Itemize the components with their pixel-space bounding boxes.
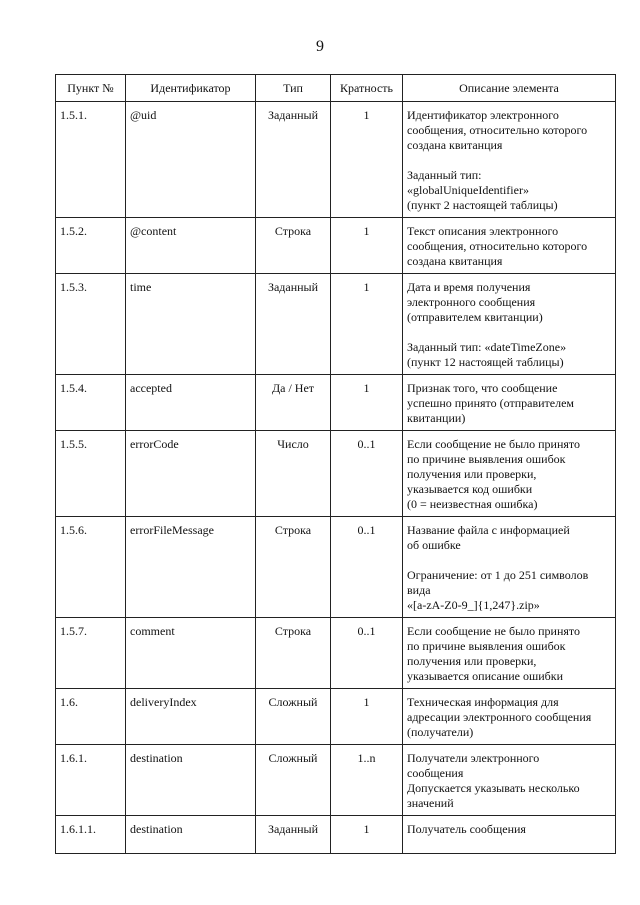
- cell-item-number: 1.6.1.: [56, 745, 126, 816]
- description-line: Дата и время получения: [407, 280, 531, 294]
- table-row: [56, 689, 616, 745]
- description-line: успешно принято (отправителем: [407, 396, 575, 410]
- description-line: (0 = неизвестная ошибка): [407, 497, 538, 511]
- header-type: Тип: [256, 75, 331, 102]
- cell-item-number: 1.5.5.: [56, 431, 126, 517]
- description-line: сообщения, относительно которого: [407, 123, 588, 137]
- page-number: 9: [316, 38, 324, 55]
- cell-type: Заданный: [256, 274, 331, 375]
- cell-type: Да / Нет: [256, 375, 331, 431]
- description-line: (пункт 2 настоящей таблицы): [407, 198, 558, 212]
- description-line: Признак того, что сообщение: [407, 381, 558, 395]
- cell-multiplicity: 1: [331, 816, 403, 854]
- cell-description: [403, 745, 616, 816]
- cell-multiplicity: 1: [331, 274, 403, 375]
- cell-item-number: 1.5.7.: [56, 618, 126, 689]
- description-line: указывается описание ошибки: [407, 669, 564, 683]
- cell-description: [403, 102, 616, 218]
- element-spec-table: [55, 74, 616, 854]
- cell-identifier: @uid: [126, 102, 256, 218]
- cell-identifier: @content: [126, 218, 256, 274]
- description-line: Если сообщение не было принято: [407, 624, 581, 638]
- description-line: создана квитанция: [407, 138, 503, 152]
- table-row: [56, 218, 616, 274]
- cell-description: [403, 431, 616, 517]
- cell-type: Заданный: [256, 816, 331, 854]
- table-header-row: [56, 75, 616, 102]
- cell-type: Строка: [256, 218, 331, 274]
- description-line: (пункт 12 настоящей таблицы): [407, 355, 564, 369]
- description-line: Заданный тип:: [407, 168, 482, 182]
- cell-identifier: accepted: [126, 375, 256, 431]
- cell-type: Строка: [256, 618, 331, 689]
- description-line: по причине выявления ошибок: [407, 452, 566, 466]
- description-line: Название файла с информацией: [407, 523, 570, 537]
- description-line: сообщения, относительно которого: [407, 239, 588, 253]
- description-line: получения или проверки,: [407, 654, 537, 668]
- table-row: [56, 618, 616, 689]
- description-line: Ограничение: от 1 до 251 символов: [407, 568, 589, 582]
- description-line: указывается код ошибки: [407, 482, 533, 496]
- cell-description: [403, 618, 616, 689]
- cell-description: [403, 274, 616, 375]
- cell-multiplicity: 1: [331, 218, 403, 274]
- table-row: [56, 431, 616, 517]
- table-row: [56, 274, 616, 375]
- description-line: получения или проверки,: [407, 467, 537, 481]
- table-row: [56, 745, 616, 816]
- description-line: квитанции): [407, 411, 466, 425]
- cell-item-number: 1.5.6.: [56, 517, 126, 618]
- description-line: значений: [407, 796, 454, 810]
- cell-identifier: time: [126, 274, 256, 375]
- paragraph-gap: [407, 325, 611, 340]
- cell-item-number: 1.5.1.: [56, 102, 126, 218]
- description-line: Заданный тип: «dateTimeZone»: [407, 340, 567, 354]
- cell-item-number: 1.5.2.: [56, 218, 126, 274]
- description-line: сообщения: [407, 766, 464, 780]
- cell-identifier: comment: [126, 618, 256, 689]
- cell-item-number: 1.5.3.: [56, 274, 126, 375]
- cell-type: Число: [256, 431, 331, 517]
- description-line: Идентификатор электронного: [407, 108, 559, 122]
- description-line: Получатель сообщения: [407, 822, 526, 836]
- description-line: Получатели электронного: [407, 751, 540, 765]
- header-item-number: Пункт №: [56, 75, 126, 102]
- paragraph-gap: [407, 153, 611, 168]
- cell-identifier: deliveryIndex: [126, 689, 256, 745]
- cell-description: [403, 375, 616, 431]
- cell-multiplicity: 0..1: [331, 618, 403, 689]
- cell-identifier: destination: [126, 816, 256, 854]
- cell-description: [403, 517, 616, 618]
- cell-description: [403, 218, 616, 274]
- cell-item-number: 1.5.4.: [56, 375, 126, 431]
- cell-type: Заданный: [256, 102, 331, 218]
- cell-identifier: destination: [126, 745, 256, 816]
- description-line: по причине выявления ошибок: [407, 639, 566, 653]
- table-row: [56, 102, 616, 218]
- description-line: Если сообщение не было принято: [407, 437, 581, 451]
- header-identifier: Идентификатор: [126, 75, 256, 102]
- description-line: об ошибке: [407, 538, 461, 552]
- cell-identifier: errorCode: [126, 431, 256, 517]
- paragraph-gap: [407, 553, 611, 568]
- table-row: [56, 375, 616, 431]
- cell-multiplicity: 1: [331, 375, 403, 431]
- description-line: (получатели): [407, 725, 474, 739]
- cell-identifier: errorFileMessage: [126, 517, 256, 618]
- cell-description: [403, 816, 616, 854]
- cell-type: Строка: [256, 517, 331, 618]
- description-line: (отправителем квитанции): [407, 310, 543, 324]
- description-line: Текст описания электронного: [407, 224, 559, 238]
- description-line: «[a-zA-Z0-9_]{1,247}.zip»: [407, 598, 540, 612]
- description-line: Техническая информация для: [407, 695, 559, 709]
- description-line: адресации электронного сообщения: [407, 710, 592, 724]
- cell-multiplicity: 1..n: [331, 745, 403, 816]
- cell-description: [403, 689, 616, 745]
- cell-type: Сложный: [256, 689, 331, 745]
- cell-type: Сложный: [256, 745, 331, 816]
- table-row: [56, 816, 616, 854]
- description-line: вида: [407, 583, 431, 597]
- header-description: Описание элемента: [403, 75, 616, 102]
- header-multiplicity: Кратность: [331, 75, 403, 102]
- cell-multiplicity: 0..1: [331, 517, 403, 618]
- description-line: Допускается указывать несколько: [407, 781, 580, 795]
- table-row: [56, 517, 616, 618]
- cell-multiplicity: 0..1: [331, 431, 403, 517]
- description-line: создана квитанция: [407, 254, 503, 268]
- description-line: «globalUniqueIdentifier»: [407, 183, 529, 197]
- cell-item-number: 1.6.: [56, 689, 126, 745]
- cell-item-number: 1.6.1.1.: [56, 816, 126, 854]
- cell-multiplicity: 1: [331, 102, 403, 218]
- description-line: электронного сообщения: [407, 295, 536, 309]
- cell-multiplicity: 1: [331, 689, 403, 745]
